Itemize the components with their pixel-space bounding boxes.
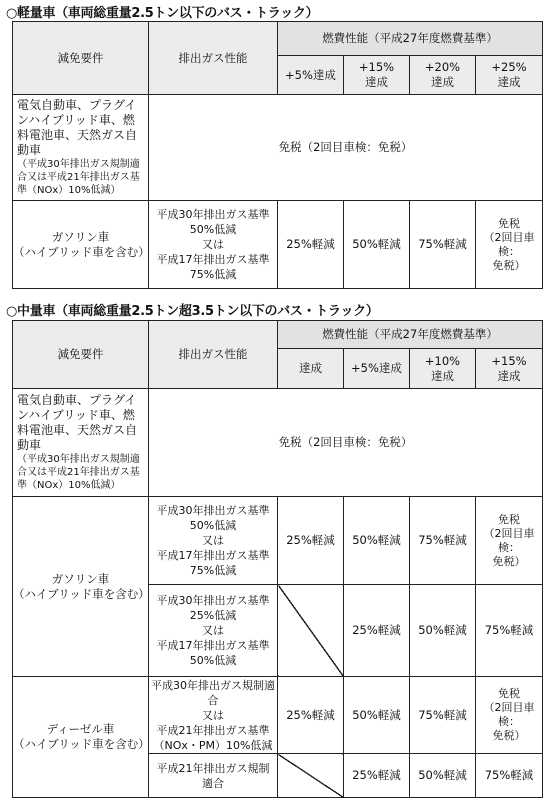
gasoline-emission-1: 平成30年排出ガス基準 50%低減 又は 平成17年排出ガス基準 75%低減 — [149, 497, 278, 585]
ev-label: 電気自動車、プラグインハイブリッド車、燃料電池車、天然ガス自動車 — [17, 98, 138, 157]
diesel-value-1: 25%軽減 — [278, 677, 344, 754]
ev-requirement — [13, 389, 149, 497]
diesel-row2-value-2: 50%軽減 — [410, 754, 476, 798]
gasoline-label: ガソリン車 （ハイブリッド車を含む） — [13, 201, 149, 289]
gasoline-label: ガソリン車 （ハイブリッド車を含む） — [13, 497, 149, 677]
gasoline-value-2: 50%軽減 — [344, 497, 410, 585]
gasoline-emission: 平成30年排出ガス基準 50%低減 又は 平成17年排出ガス基準 75%低減 — [149, 201, 278, 289]
diesel-row2-value-1: 25%軽減 — [344, 754, 410, 798]
tax-table-light — [12, 21, 543, 289]
header-col-3: +20% 達成 — [410, 56, 476, 95]
diesel-value-2: 50%軽減 — [344, 677, 410, 754]
diesel-label: ディーゼル車 （ハイブリッド車を含む） — [13, 677, 149, 798]
diesel-emission-1: 平成30年排出ガス規制適合 又は 平成21年排出ガス基準 （NOx・PM）10%低減 — [149, 677, 278, 754]
diesel-value-3: 75%軽減 — [410, 677, 476, 754]
diesel-value-4: 免税 （2回目車検： 免税） — [476, 677, 543, 754]
diesel-emission-2: 平成21年排出ガス規制 適合 — [149, 754, 278, 798]
section-title-medium-vehicles: ○中量車（車両総重量2.5トン超3.5トン以下のバス・トラック） — [6, 304, 379, 319]
gasoline-value-3: 75%軽減 — [410, 201, 476, 289]
header-fuel: 燃費性能（平成27年度燃費基準） — [278, 321, 543, 349]
gasoline-value-1: 25%軽減 — [278, 497, 344, 585]
diesel-row2-value-3: 75%軽減 — [476, 754, 543, 798]
gasoline-row2-value-3: 75%軽減 — [476, 585, 543, 677]
gasoline-value-2: 50%軽減 — [344, 201, 410, 289]
header-col-4: +25% 達成 — [476, 56, 543, 95]
header-col-1: +5%達成 — [278, 56, 344, 95]
not-applicable-cell — [278, 754, 344, 798]
gasoline-emission-2: 平成30年排出ガス基準 25%低減 又は 平成17年排出ガス基準 50%低減 — [149, 585, 278, 677]
gasoline-value-4: 免税 （2回目車検： 免税） — [476, 201, 543, 289]
ev-requirement — [13, 95, 149, 201]
ev-tax-value: 免税（2回目車検：免税） — [149, 95, 543, 201]
ev-tax-value: 免税（2回目車検：免税） — [149, 389, 543, 497]
tax-table-medium — [12, 320, 543, 798]
ev-note: （平成30年排出ガス規制適合又は平成21年排出ガス基準（NOx）10%低減） — [17, 159, 140, 196]
header-col-1: 達成 — [278, 349, 344, 389]
not-applicable-cell — [278, 585, 344, 677]
gasoline-value-1: 25%軽減 — [278, 201, 344, 289]
header-fuel: 燃費性能（平成27年度燃費基準） — [278, 22, 543, 56]
gasoline-value-4: 免税 （2回目車検： 免税） — [476, 497, 543, 585]
ev-label: 電気自動車、プラグインハイブリッド車、燃料電池車、天然ガス自動車 — [17, 393, 138, 452]
header-col-2: +5%達成 — [344, 349, 410, 389]
header-requirement: 減免要件 — [13, 22, 149, 95]
header-col-4: +15% 達成 — [476, 349, 543, 389]
section-title-light-vehicles: ○軽量車（車両総重量2.5トン以下のバス・トラック） — [6, 6, 319, 21]
header-requirement: 減免要件 — [13, 321, 149, 389]
header-emission: 排出ガス性能 — [149, 22, 278, 95]
header-emission: 排出ガス性能 — [149, 321, 278, 389]
header-col-2: +15% 達成 — [344, 56, 410, 95]
gasoline-value-3: 75%軽減 — [410, 497, 476, 585]
gasoline-row2-value-1: 25%軽減 — [344, 585, 410, 677]
gasoline-row2-value-2: 50%軽減 — [410, 585, 476, 677]
header-col-3: +10% 達成 — [410, 349, 476, 389]
ev-note: （平成30年排出ガス規制適合又は平成21年排出ガス基準（NOx）10%低減） — [17, 454, 140, 491]
